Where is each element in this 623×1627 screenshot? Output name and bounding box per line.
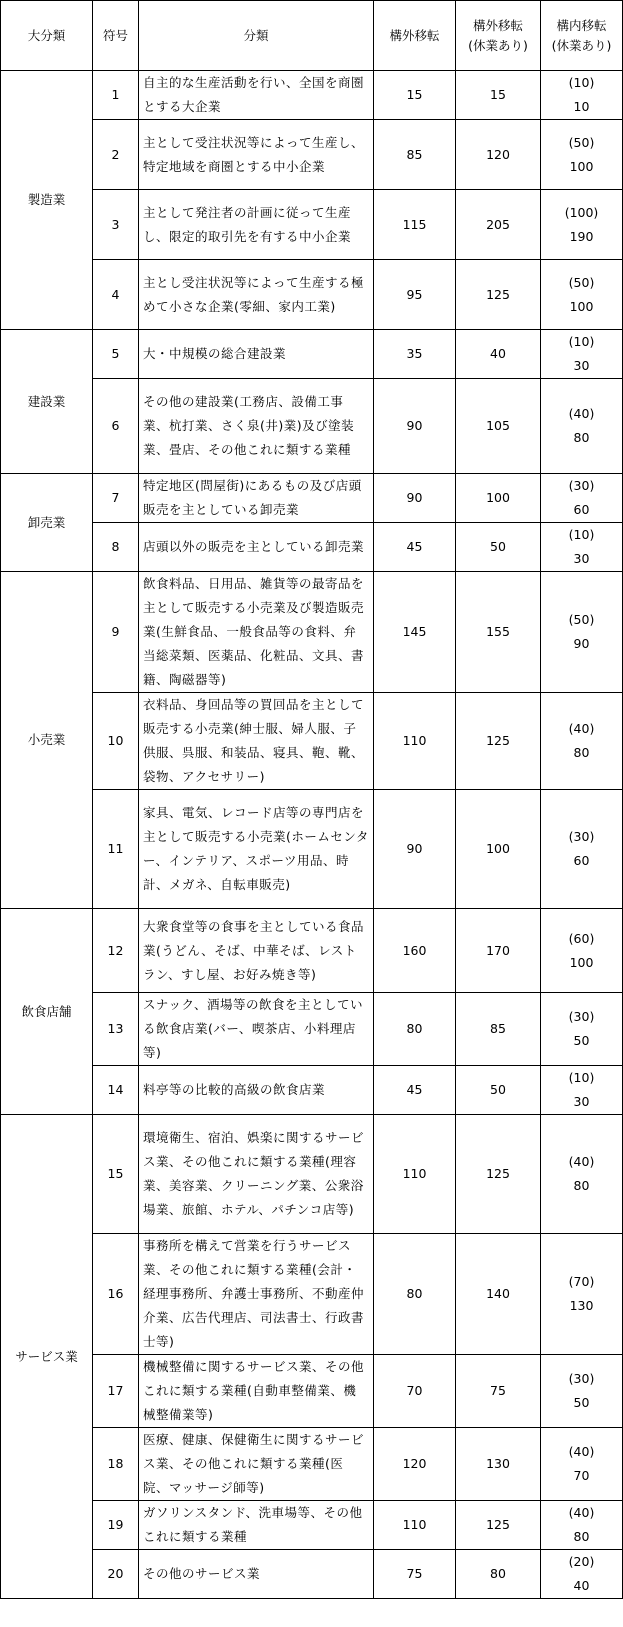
category-description-cell: [139, 474, 374, 523]
code-cell: [93, 790, 139, 909]
code-cell: [93, 379, 139, 474]
outside-relocation-cell: [374, 71, 456, 120]
outside-relocation-cell: [374, 1066, 456, 1115]
major-category-cell: 卸売業: [1, 474, 93, 572]
inside-relocation-closed-cell: [541, 1501, 623, 1550]
inside-relocation-closed-cell: [541, 523, 623, 572]
outside-relocation-cell-text: 75: [406, 1566, 423, 1581]
code-cell: [93, 1115, 139, 1234]
table-row: [1, 1115, 623, 1234]
code-cell-text: 12: [107, 942, 124, 958]
outside-relocation-cell: [374, 993, 456, 1066]
inside-relocation-closed-cell-text: (30) 50: [568, 1371, 595, 1410]
category-description-cell-text: 主として発注者の計画に従って生産し、限定的取引先を有する中小企業: [143, 204, 352, 244]
outside-relocation-cell-text: 70: [406, 1383, 423, 1398]
code-cell: [93, 1550, 139, 1599]
outside-relocation-closed-cell-text: 105: [486, 418, 510, 433]
outside-relocation-cell: [374, 1501, 456, 1550]
code-cell-text: 16: [107, 1286, 124, 1301]
code-cell: [93, 1428, 139, 1501]
outside-relocation-closed-cell-text: 120: [486, 146, 510, 162]
code-cell: [93, 1355, 139, 1428]
table-row: [1, 523, 623, 572]
inside-relocation-closed-cell-text: (50) 100: [568, 274, 595, 314]
outside-relocation-closed-cell: [456, 474, 541, 523]
category-description-cell: [139, 1550, 374, 1599]
table-row: [1, 909, 623, 993]
category-description-cell-text: 家具、電気、レコード店等の専門店を主として販売する小売業(ホームセンター、インテリア、スポーツ用品、時計、メガネ、自転車販売): [143, 805, 369, 892]
table-row: [1, 1355, 623, 1428]
category-description-cell: [139, 1501, 374, 1550]
outside-relocation-cell: [374, 330, 456, 379]
inside-relocation-closed-cell-text: (50) 90: [568, 612, 595, 651]
code-cell: [93, 572, 139, 693]
category-description-cell-text: 機械整備に関するサービス業、その他これに類する業種(自動車整備業、機械整備業等): [143, 1359, 365, 1422]
code-cell: [93, 120, 139, 190]
header-inside-relocation-closed: 構内移転 (休業あり): [541, 1, 623, 71]
code-cell: [93, 1501, 139, 1550]
outside-relocation-cell-text: 45: [406, 1082, 423, 1097]
inside-relocation-closed-cell: [541, 330, 623, 379]
header-category: 分類: [139, 1, 374, 71]
inside-relocation-closed-cell-text: (70) 130: [568, 1274, 595, 1313]
category-description-cell-text: 飲食料品、日用品、雑貨等の最寄品を主として販売する小売業及び製造販売業(生鮮食品、一般食品等の食料、弁当総菜類、医薬品、化粧品、文具、書籍、陶磁器等): [143, 576, 365, 687]
category-description-cell-text: 環境衛生、宿泊、娯楽に関するサービス業、その他これに類する業種(理容業、美容業、クリーニング業、公衆浴場業、旅館、ホテル、パチンコ店等): [143, 1130, 365, 1217]
outside-relocation-closed-cell: [456, 790, 541, 909]
outside-relocation-cell-text: 85: [406, 146, 423, 162]
outside-relocation-cell: [374, 474, 456, 523]
outside-relocation-closed-cell: [456, 572, 541, 693]
outside-relocation-cell-text: 110: [402, 1166, 427, 1181]
table-row: [1, 1428, 623, 1501]
code-cell: [93, 693, 139, 790]
table-row: [1, 1234, 623, 1355]
outside-relocation-cell: [374, 523, 456, 572]
outside-relocation-cell-text: 45: [406, 539, 423, 554]
category-description-cell-text: 主とし受注状況等によって生産する極めて小さな企業(零細、家内工業): [143, 274, 365, 314]
header-code: 符号: [93, 1, 139, 71]
outside-relocation-closed-cell-text: 85: [490, 1021, 506, 1036]
category-description-cell-text: 大衆食堂等の食事を主としている食品業(うどん、そば、中華そば、レストラン、すし屋、お好み焼き等): [143, 918, 365, 982]
inside-relocation-closed-cell-text: (40) 80: [568, 1154, 595, 1193]
outside-relocation-cell-text: 90: [406, 841, 423, 856]
outside-relocation-closed-cell-text: 50: [490, 1082, 506, 1097]
category-description-cell-text: その他の建設業(工務店、設備工事業、杭打業、さく泉(井)業)及び塗装業、畳店、その他これに類する業種: [143, 394, 355, 457]
code-cell-text: 10: [107, 733, 124, 748]
outside-relocation-closed-cell: [456, 693, 541, 790]
outside-relocation-closed-cell-text: 40: [490, 346, 506, 361]
code-cell: [93, 993, 139, 1066]
code-cell: [93, 523, 139, 572]
inside-relocation-closed-cell-text: (30) 50: [568, 1009, 595, 1048]
outside-relocation-cell: [374, 120, 456, 190]
inside-relocation-closed-cell: [541, 1428, 623, 1501]
category-description-cell-text: 料亭等の比較的高級の飲食店業: [143, 1082, 326, 1097]
outside-relocation-closed-cell-text: 155: [486, 624, 510, 639]
code-cell: [93, 71, 139, 120]
inside-relocation-closed-cell-text: (20) 40: [568, 1554, 595, 1593]
inside-relocation-closed-cell-text: (10) 30: [568, 334, 595, 373]
category-description-cell-text: 事務所を構えて営業を行うサービス業、その他これに類する業種(会計・経理事務所、弁護士事務所、不動産仲介業、広告代理店、司法書士、行政書士等): [143, 1238, 365, 1349]
inside-relocation-closed-cell: [541, 1066, 623, 1115]
outside-relocation-cell-text: 110: [402, 1517, 427, 1532]
code-cell: [93, 260, 139, 330]
major-category-cell: 製造業: [1, 71, 93, 330]
category-description-cell: [139, 71, 374, 120]
table-row: [1, 379, 623, 474]
outside-relocation-cell-text: 120: [402, 1456, 427, 1471]
table-row: [1, 790, 623, 909]
code-cell-text: 8: [111, 539, 120, 554]
outside-relocation-closed-cell-text: 80: [490, 1566, 506, 1581]
outside-relocation-cell-text: 80: [406, 1286, 423, 1301]
header-outside-relocation-closed: 構外移転 (休業あり): [456, 1, 541, 71]
category-description-cell: [139, 790, 374, 909]
inside-relocation-closed-cell-text: (10) 30: [568, 527, 595, 566]
code-cell: [93, 474, 139, 523]
category-description-cell: [139, 1066, 374, 1115]
outside-relocation-closed-cell-text: 170: [486, 942, 510, 958]
category-description-cell: [139, 260, 374, 330]
outside-relocation-closed-cell: [456, 523, 541, 572]
inside-relocation-closed-cell: [541, 1355, 623, 1428]
outside-relocation-cell: [374, 190, 456, 260]
category-description-cell-text: 特定地区(問屋街)にあるもの及び店頭販売を主としている卸売業: [143, 478, 362, 517]
outside-relocation-closed-cell-text: 15: [490, 87, 506, 102]
code-cell-text: 1: [111, 87, 120, 102]
code-cell: [93, 1066, 139, 1115]
outside-relocation-cell-text: 110: [402, 733, 427, 748]
code-cell-text: 5: [111, 346, 120, 361]
outside-relocation-closed-cell: [456, 993, 541, 1066]
category-description-cell: [139, 1115, 374, 1234]
outside-relocation-cell-text: 95: [406, 286, 423, 302]
category-description-cell: [139, 1234, 374, 1355]
inside-relocation-closed-cell: [541, 120, 623, 190]
outside-relocation-cell: [374, 1550, 456, 1599]
category-description-cell-text: その他のサービス業: [143, 1566, 261, 1581]
inside-relocation-closed-cell-text: (60) 100: [568, 930, 595, 970]
table-row: [1, 190, 623, 260]
category-description-cell-text: 主として受注状況等によって生産し、特定地域を商圏とする中小企業: [143, 134, 365, 174]
outside-relocation-closed-cell-text: 100: [486, 841, 510, 856]
inside-relocation-closed-cell: [541, 790, 623, 909]
code-cell: [93, 909, 139, 993]
category-description-cell: [139, 379, 374, 474]
outside-relocation-cell-text: 15: [406, 87, 423, 102]
category-description-cell: [139, 330, 374, 379]
outside-relocation-closed-cell: [456, 1550, 541, 1599]
table-row: [1, 693, 623, 790]
code-cell-text: 3: [111, 216, 120, 232]
inside-relocation-closed-cell: [541, 474, 623, 523]
inside-relocation-closed-cell: [541, 693, 623, 790]
inside-relocation-closed-cell-text: (50) 100: [568, 134, 595, 174]
outside-relocation-closed-cell: [456, 330, 541, 379]
outside-relocation-closed-cell: [456, 1066, 541, 1115]
code-cell-text: 18: [107, 1456, 124, 1471]
outside-relocation-cell: [374, 909, 456, 993]
inside-relocation-closed-cell: [541, 190, 623, 260]
inside-relocation-closed-cell: [541, 909, 623, 993]
category-description-cell: [139, 572, 374, 693]
outside-relocation-closed-cell-text: 140: [486, 1286, 510, 1301]
outside-relocation-closed-cell-text: 75: [490, 1383, 506, 1398]
category-description-cell-text: 大・中規模の総合建設業: [143, 346, 287, 361]
outside-relocation-closed-cell-text: 125: [486, 1166, 510, 1181]
category-description-cell: [139, 523, 374, 572]
major-category-cell: サービス業: [1, 1115, 93, 1599]
code-cell-text: 4: [111, 286, 120, 302]
outside-relocation-closed-cell-text: 50: [490, 539, 506, 554]
major-category-cell: 飲食店舗: [1, 909, 93, 1115]
code-cell-text: 19: [107, 1517, 124, 1532]
outside-relocation-cell-text: 35: [406, 346, 423, 361]
code-cell-text: 9: [111, 624, 120, 639]
inside-relocation-closed-cell-text: (10) 10: [568, 75, 595, 114]
outside-relocation-cell: [374, 1115, 456, 1234]
inside-relocation-closed-cell: [541, 572, 623, 693]
inside-relocation-closed-cell-text: (30) 60: [568, 478, 595, 517]
category-description-cell: [139, 993, 374, 1066]
outside-relocation-closed-cell: [456, 379, 541, 474]
outside-relocation-cell-text: 145: [402, 624, 427, 639]
table-row: [1, 330, 623, 379]
table-row: [1, 474, 623, 523]
table-row: [1, 572, 623, 693]
table-row: [1, 120, 623, 190]
major-category-cell: 小売業: [1, 572, 93, 909]
category-description-cell-text: ガソリンスタンド、洗車場等、その他これに類する業種: [143, 1505, 363, 1544]
outside-relocation-closed-cell-text: 205: [486, 216, 510, 232]
outside-relocation-cell-text: 80: [406, 1021, 423, 1036]
category-description-cell-text: スナック、酒場等の飲食を主としている飲食店業(バー、喫茶店、小料理店等): [143, 997, 364, 1060]
code-cell: [93, 190, 139, 260]
outside-relocation-closed-cell: [456, 1501, 541, 1550]
outside-relocation-cell: [374, 1355, 456, 1428]
category-description-cell: [139, 1428, 374, 1501]
code-cell-text: 14: [107, 1082, 124, 1097]
outside-relocation-closed-cell: [456, 1355, 541, 1428]
category-description-cell: [139, 120, 374, 190]
outside-relocation-closed-cell: [456, 1234, 541, 1355]
inside-relocation-closed-cell: [541, 1234, 623, 1355]
outside-relocation-cell: [374, 572, 456, 693]
category-description-cell-text: 医療、健康、保健衛生に関するサービス業、その他これに類する業種(医院、マッサージ師等): [143, 1432, 365, 1495]
outside-relocation-closed-cell: [456, 71, 541, 120]
table-row: [1, 260, 623, 330]
code-cell: [93, 1234, 139, 1355]
outside-relocation-closed-cell: [456, 909, 541, 993]
outside-relocation-closed-cell-text: 130: [486, 1456, 510, 1471]
code-cell-text: 11: [107, 841, 124, 856]
inside-relocation-closed-cell-text: (100) 190: [564, 204, 599, 244]
table-row: [1, 1066, 623, 1115]
outside-relocation-cell: [374, 790, 456, 909]
inside-relocation-closed-cell-text: (40) 80: [568, 721, 595, 760]
inside-relocation-closed-cell: [541, 1115, 623, 1234]
header-major-category: 大分類: [1, 1, 93, 71]
code-cell-text: 15: [107, 1166, 124, 1181]
outside-relocation-cell-text: 90: [406, 418, 423, 433]
code-cell-text: 13: [107, 1021, 124, 1036]
table-body: [1, 71, 623, 1599]
outside-relocation-closed-cell: [456, 120, 541, 190]
code-cell-text: 20: [107, 1566, 124, 1581]
outside-relocation-closed-cell: [456, 1428, 541, 1501]
table-row: [1, 1550, 623, 1599]
inside-relocation-closed-cell: [541, 260, 623, 330]
inside-relocation-closed-cell-text: (30) 60: [568, 829, 595, 868]
inside-relocation-closed-cell-text: (40) 70: [568, 1444, 595, 1483]
code-cell-text: 17: [107, 1383, 124, 1398]
outside-relocation-closed-cell: [456, 1115, 541, 1234]
inside-relocation-closed-cell-text: (40) 80: [568, 1505, 595, 1544]
category-description-cell: [139, 693, 374, 790]
category-description-cell: [139, 190, 374, 260]
outside-relocation-closed-cell-text: 125: [486, 1517, 510, 1532]
inside-relocation-closed-cell: [541, 1550, 623, 1599]
outside-relocation-closed-cell-text: 125: [486, 286, 510, 302]
major-category-cell: 建設業: [1, 330, 93, 474]
outside-relocation-closed-cell-text: 100: [486, 490, 510, 505]
inside-relocation-closed-cell-text: (40) 80: [568, 406, 595, 445]
outside-relocation-cell: [374, 1234, 456, 1355]
category-description-cell: [139, 1355, 374, 1428]
category-description-cell-text: 店頭以外の販売を主としている卸売業: [143, 539, 365, 554]
code-cell-text: 2: [111, 146, 120, 162]
outside-relocation-cell-text: 160: [402, 942, 427, 958]
table-row: [1, 1501, 623, 1550]
code-cell-text: 6: [111, 418, 120, 433]
outside-relocation-cell: [374, 1428, 456, 1501]
code-cell-text: 7: [111, 490, 120, 505]
inside-relocation-closed-cell-text: (10) 30: [568, 1070, 595, 1109]
outside-relocation-cell: [374, 693, 456, 790]
inside-relocation-closed-cell: [541, 379, 623, 474]
outside-relocation-cell-text: 90: [406, 490, 423, 505]
category-description-cell-text: 衣料品、身回品等の買回品を主として販売する小売業(紳士服、婦人服、子供服、呉服、和装品、寝具、鞄、靴、袋物、アクセサリー): [143, 697, 365, 784]
category-description-cell: [139, 909, 374, 993]
table-row: [1, 993, 623, 1066]
code-cell: [93, 330, 139, 379]
category-description-cell-text: 自主的な生産活動を行い、全国を商圏とする大企業: [143, 75, 365, 114]
inside-relocation-closed-cell: [541, 993, 623, 1066]
outside-relocation-cell-text: 115: [402, 216, 427, 232]
outside-relocation-closed-cell: [456, 190, 541, 260]
outside-relocation-cell: [374, 260, 456, 330]
outside-relocation-closed-cell-text: 125: [486, 733, 510, 748]
inside-relocation-closed-cell: [541, 71, 623, 120]
header-outside-relocation: 構外移転: [374, 1, 456, 71]
outside-relocation-closed-cell: [456, 260, 541, 330]
table-row: [1, 71, 623, 120]
outside-relocation-cell: [374, 379, 456, 474]
